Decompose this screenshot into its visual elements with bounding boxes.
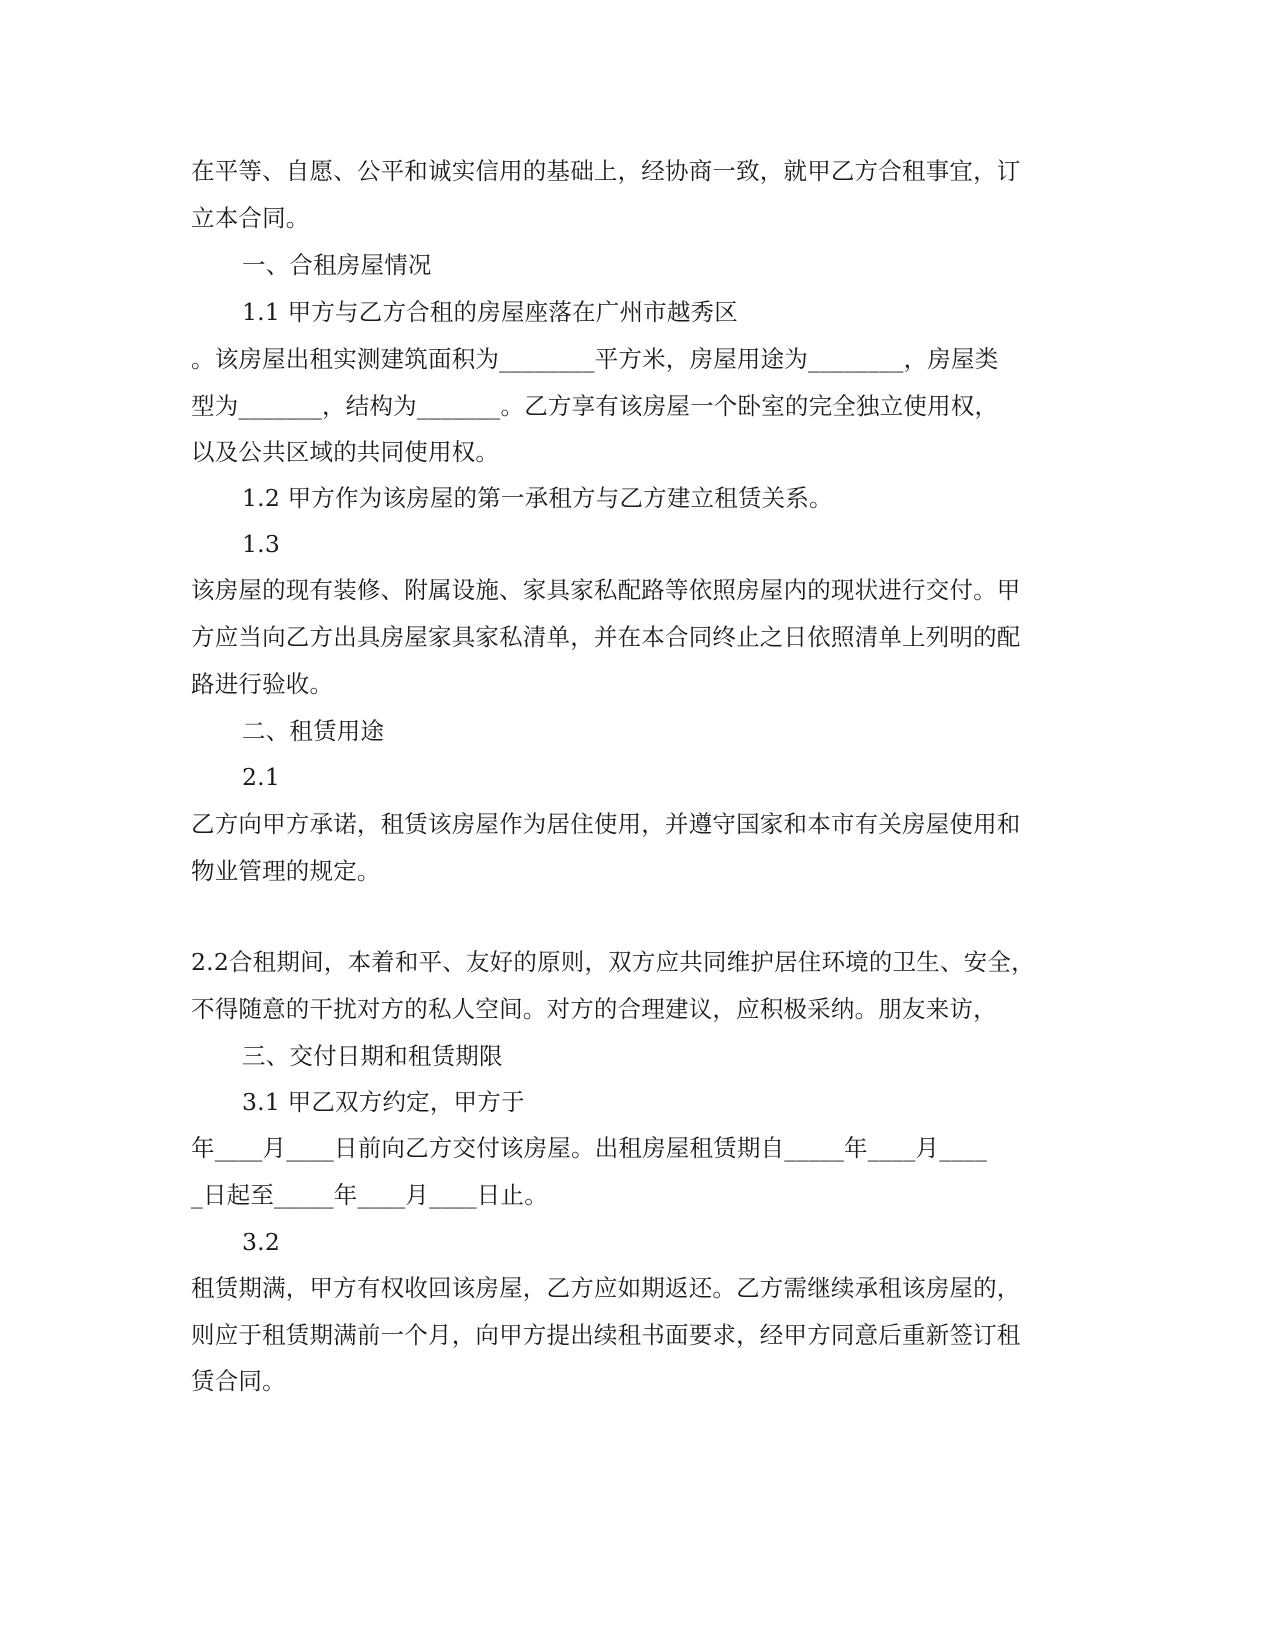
paragraph-line: 租赁期满，甲方有权收回该房屋，乙方应如期返还。乙方需继续承租该房屋的， [191, 1274, 1021, 1302]
paragraph-line: 年____月____日前向乙方交付该房屋。出租房屋租赁期自_____年____月____ [191, 1134, 988, 1162]
paragraph-line: 在平等、自愿、公平和诚实信用的基础上，经协商一致，就甲乙方合租事宜，订 [191, 157, 1021, 185]
paragraph-line: 该房屋的现有装修、附属设施、家具家私配路等依照房屋内的现状进行交付。甲 [191, 576, 1021, 604]
paragraph-line: 。该房屋出租实测建筑面积为________平方米，房屋用途为________，房屋类 [191, 345, 999, 373]
paragraph-line: 以及公共区域的共同使用权。 [191, 438, 500, 466]
clause-number: 1.3 [242, 530, 280, 558]
paragraph-line: 物业管理的规定。 [191, 857, 381, 885]
clause-line: 3.1 甲乙双方约定，甲方于 [242, 1088, 525, 1116]
section-heading: 一、合租房屋情况 [242, 251, 432, 279]
paragraph-line: 路进行验收。 [191, 670, 334, 698]
paragraph-line: 不得随意的干扰对方的私人空间。对方的合理建议，应积极采纳。朋友来访， [191, 995, 997, 1023]
section-heading: 三、交付日期和租赁期限 [242, 1042, 503, 1070]
clause-number: 3.2 [242, 1228, 280, 1256]
paragraph-line: _日起至_____年____月____日止。 [191, 1181, 548, 1209]
paragraph-line: 则应于租赁期满前一个月，向甲方提出续租书面要求，经甲方同意后重新签订租 [191, 1321, 1021, 1349]
paragraph-line: 赁合同。 [191, 1367, 286, 1395]
paragraph-line: 立本合同。 [191, 204, 310, 232]
clause-line: 1.2 甲方作为该房屋的第一承租方与乙方建立租赁关系。 [242, 484, 833, 512]
paragraph-line: 乙方向甲方承诺，租赁该房屋作为居住使用，并遵守国家和本市有关房屋使用和 [191, 810, 1021, 838]
paragraph-line: 方应当向乙方出具房屋家具家私清单，并在本合同终止之日依照清单上列明的配 [191, 623, 1021, 651]
paragraph-line: 型为_______，结构为_______。乙方享有该房屋一个卧室的完全独立使用权， [191, 392, 999, 420]
clause-line: 1.1 甲方与乙方合租的房屋座落在广州市越秀区 [242, 298, 738, 326]
section-heading: 二、租赁用途 [242, 717, 385, 745]
clause-number: 2.1 [242, 763, 280, 791]
paragraph-line: 2.2合租期间，本着和平、友好的原则，双方应共同维护居住环境的卫生、安全， [191, 948, 1035, 976]
